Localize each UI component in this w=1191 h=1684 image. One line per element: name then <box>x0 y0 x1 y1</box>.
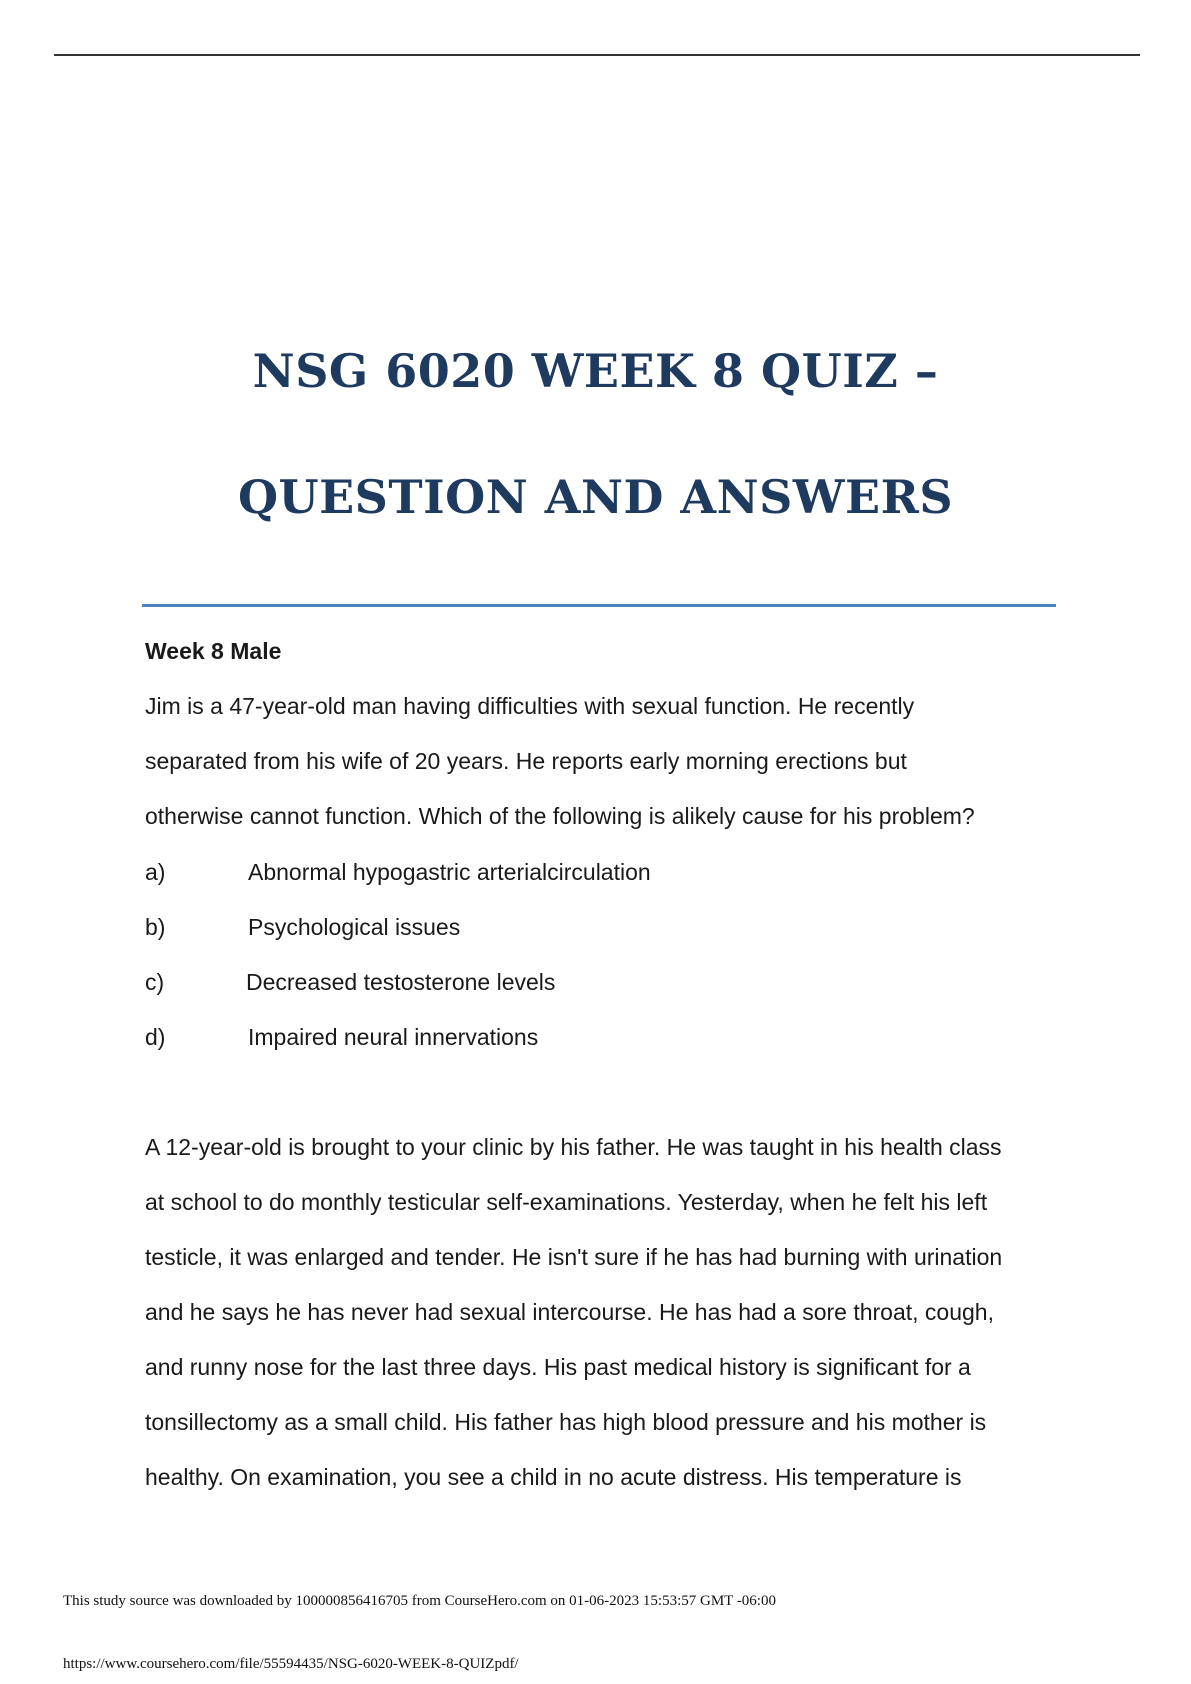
option-text: Psychological issues <box>248 914 461 940</box>
option-text: Abnormal hypogastric arterialcirculation <box>248 859 651 885</box>
document-title-line-2: QUESTION AND ANSWERS <box>237 470 954 524</box>
question2-line: and runny nose for the last three days. His past medical history is significant for a <box>145 1354 971 1380</box>
option-letter: a) <box>145 859 166 885</box>
section-heading: Week 8 Male <box>145 638 282 664</box>
question2-line: and he says he has never had sexual intercourse. He has had a sore throat, cough, <box>145 1299 994 1325</box>
option-letter: c) <box>145 969 165 995</box>
download-source-note: This study source was downloaded by 100000856416705 from CourseHero.com on 01-06-2023 15:53:57 GMT -06:00 <box>63 1593 776 1609</box>
header-divider <box>54 54 1140 56</box>
question1-line: separated from his wife of 20 years. He reports early morning erections but <box>145 748 907 774</box>
option-letter: d) <box>145 1024 166 1050</box>
source-url-link[interactable]: https://www.coursehero.com/file/55594435/NSG-6020-WEEK-8-QUIZpdf/ <box>63 1656 519 1672</box>
question2-line: healthy. On examination, you see a child in no acute distress. His temperature is <box>145 1464 962 1490</box>
option-text: Impaired neural innervations <box>248 1024 539 1050</box>
document-title-line-1: NSG 6020 WEEK 8 QUIZ – <box>252 344 939 398</box>
question1-line: otherwise cannot function. Which of the following is alikely cause for his problem? <box>145 803 975 829</box>
question1-line: Jim is a 47-year-old man having difficulties with sexual function. He recently <box>145 693 915 719</box>
question2-line: A 12-year-old is brought to your clinic by his father. He was taught in his health class <box>145 1134 1002 1160</box>
question2-line: at school to do monthly testicular self-examinations. Yesterday, when he felt his left <box>145 1189 988 1215</box>
option-letter: b) <box>145 914 166 940</box>
title-divider <box>142 604 1056 607</box>
option-text: Decreased testosterone levels <box>246 969 556 995</box>
question2-line: tonsillectomy as a small child. His father has high blood pressure and his mother is <box>145 1409 987 1435</box>
question2-line: testicle, it was enlarged and tender. He isn't sure if he has had burning with urination <box>145 1244 1003 1270</box>
